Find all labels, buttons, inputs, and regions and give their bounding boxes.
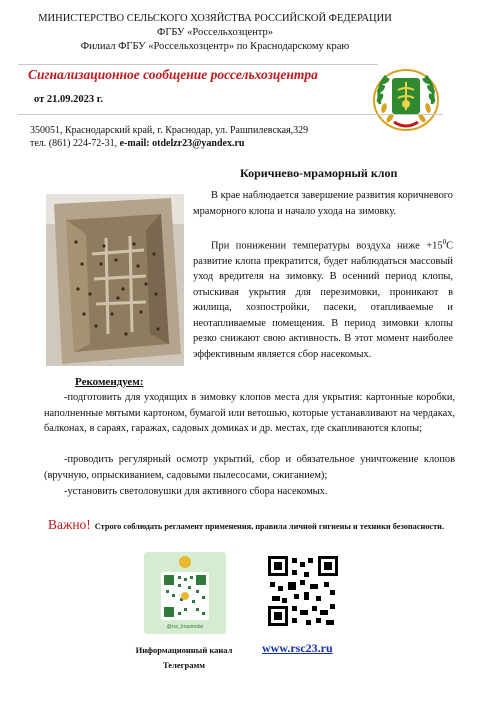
article-paragraph-1: В крае наблюдается завершение развития коричневого мраморного клопа и начало ухода на зимовку. xyxy=(193,190,453,217)
telegram-handle: @rsc_krasnodar xyxy=(166,624,204,630)
wheat-wreath-emblem-icon xyxy=(368,60,444,136)
website-link[interactable]: www.rsc23.ru xyxy=(262,641,333,655)
channel-line-2: Телеграмм xyxy=(162,660,206,670)
recommendations-heading: Рекомендуем: xyxy=(75,376,144,388)
email-label: e-mail: xyxy=(119,138,150,149)
header-rule-top xyxy=(18,64,378,65)
contact-line xyxy=(30,137,244,150)
degree-sup: 0 xyxy=(442,238,447,246)
recommendation-2: -проводить регулярный осмотр укрытий, сбор и обязательное уничтожение клопов (вручную, опрыскиванием, садовыми пылесосами, сжиганием); xyxy=(44,454,455,481)
website-qr-code-icon xyxy=(268,556,338,626)
telegram-qr-card[interactable] xyxy=(144,552,226,634)
ministry-emblem xyxy=(368,60,444,136)
warning-text: Строго соблюдать регламент применения, правила личной гигиены и техники безопасности. xyxy=(94,522,445,531)
warning-line xyxy=(48,516,468,534)
article-title: Коричнево-мраморный клоп xyxy=(240,166,398,180)
p2-start: При понижении температуры воздуха ниже +15 xyxy=(211,240,443,252)
channel-line-1: Информационный канал xyxy=(135,645,233,655)
warning-label: Важно! xyxy=(48,517,91,532)
phone: тел. (861) 224-72-31, xyxy=(30,138,118,149)
bug-trap-box-photo xyxy=(46,194,184,366)
ministry-header: МИНИСТЕРСТВО СЕЛЬСКОГО ХОЗЯЙСТВА РОССИЙСКОЙ ФЕДЕРАЦИИ xyxy=(38,13,392,24)
telegram-qr-code-icon xyxy=(144,552,226,634)
document-title: Сигнализационное сообщение россельхозцентра xyxy=(28,67,318,82)
article-paragraph-2 xyxy=(193,235,453,362)
cardboard-box-image xyxy=(46,194,184,366)
branch-name: Филиал ФГБУ «Россельхозцентр» по Краснодарскому краю xyxy=(80,41,350,52)
p2-rest: С развитие клопа прекратится, будет наблюдаться массовый уход вредителя на зимовку. В осенний период клопы, отыскивая укрытия для перезимовки, проникают в жилища, хозпостройки, пасеки, отапливаемые и неотапливаемые помещения. В период зимовки клопы резко снижают свою активность. В этот момент наиболее эффективным является сбор насекомых. xyxy=(193,240,453,360)
document-date: от 21.09.2023 г. xyxy=(34,94,103,105)
email-address[interactable]: otdelzr23@yandex.ru xyxy=(152,138,245,149)
recommendation-3: -установить светоловушки для активного сбора насекомых. xyxy=(64,486,328,497)
address: 350051, Краснодарский край, г. Краснодар, ул. Рашпилевская,329 xyxy=(30,125,309,136)
recommendation-1: -подготовить для уходящих в зимовку клопов места для укрытия: картонные коробки, наполненные мятыми картоном, бумагой или ветошью, которые устанавливают на чердаках, балконах, в сараях, гаражах, садовых домиках и др. местах, где скапливаются клопы; xyxy=(44,392,455,434)
org-name: ФГБУ «Россельхозцентр» xyxy=(157,27,273,38)
header-rule-bottom xyxy=(18,114,443,115)
website-qr-code[interactable] xyxy=(268,556,338,626)
telegram-channel-caption xyxy=(128,643,240,673)
